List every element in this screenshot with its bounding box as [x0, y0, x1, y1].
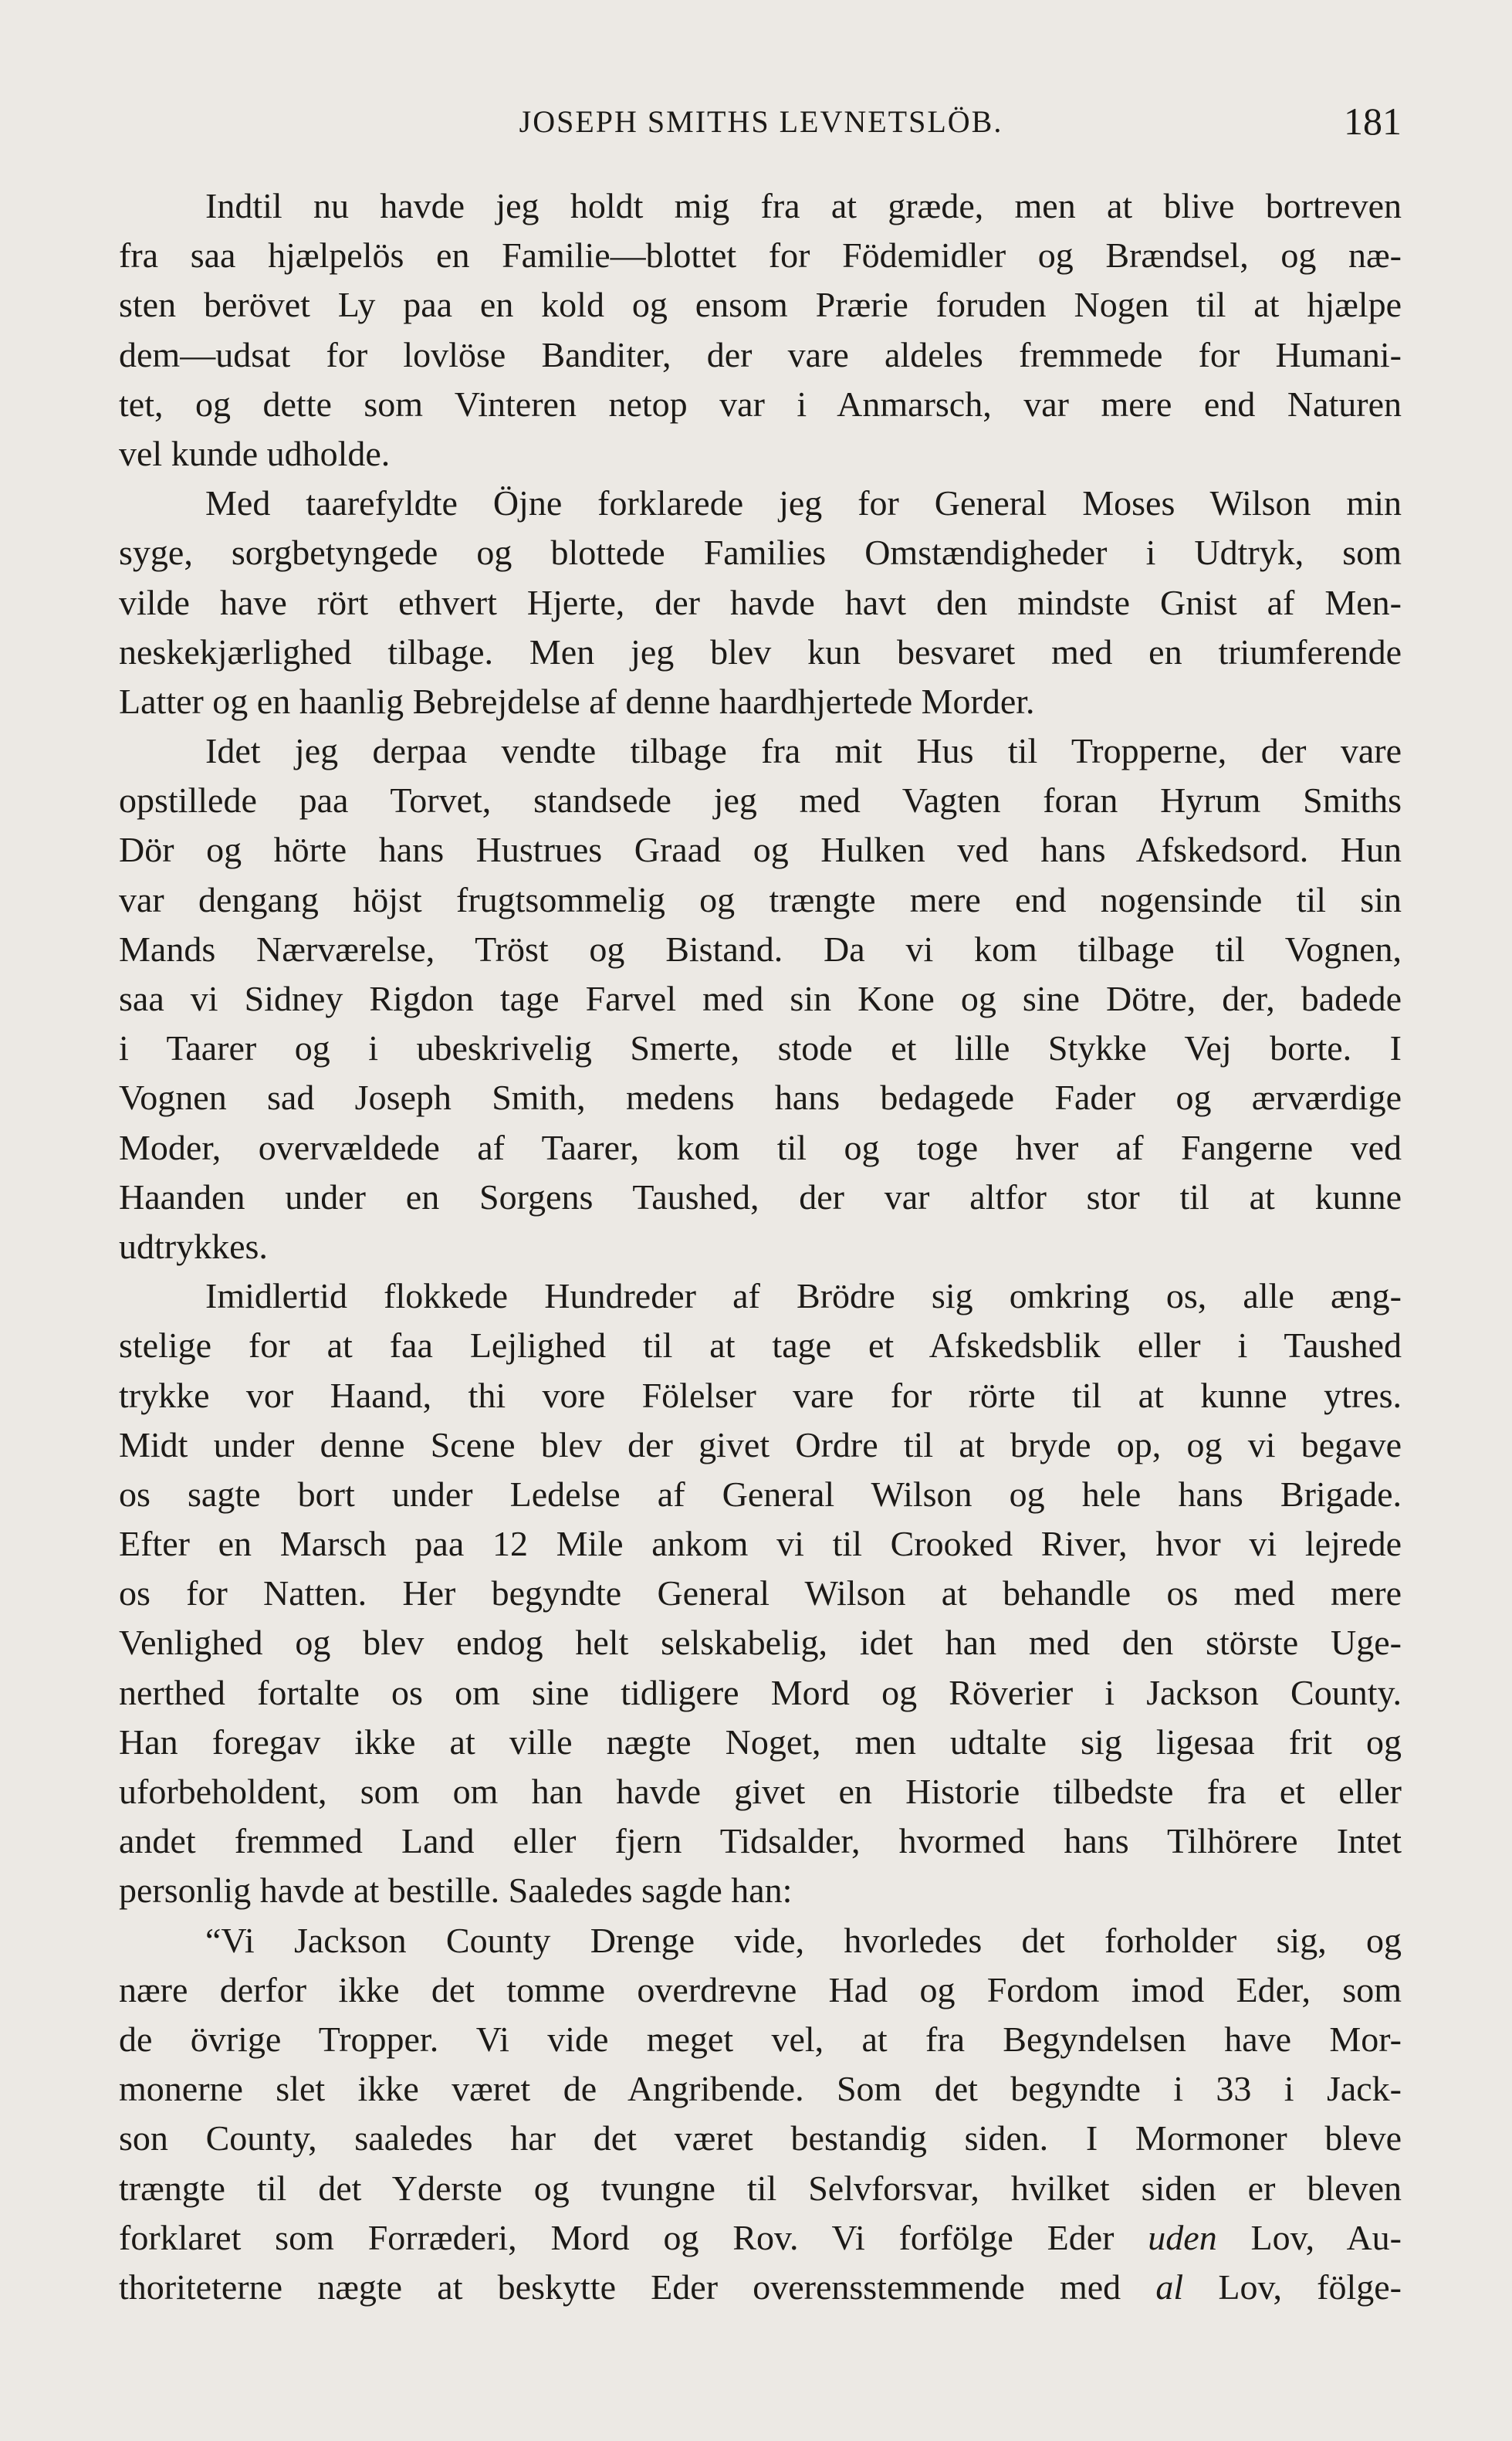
text-line	[119, 330, 1402, 380]
text-line	[119, 726, 1402, 776]
text-line	[119, 1519, 1402, 1569]
line-text: de övrige Tropper. Vi vide meget vel, at fra Begyndelsen have Mor-	[119, 2019, 1402, 2059]
text-line	[119, 231, 1402, 280]
text-line	[119, 1123, 1402, 1173]
italic-word: uden	[1148, 2217, 1217, 2257]
line-text: neskekjærlighed tilbage. Men jeg blev kun besvaret med en triumferende	[119, 631, 1402, 672]
text-line	[119, 479, 1402, 528]
line-text: Idet jeg derpaa vendte tilbage fra mit Hus til Tropperne, der vare	[205, 731, 1402, 771]
line-text: os sagte bort under Ledelse af General Wilson og hele hans Brigade.	[119, 1474, 1402, 1514]
text-line	[119, 1916, 1402, 1965]
text-line	[119, 1271, 1402, 1321]
text-line	[119, 1569, 1402, 1618]
line-text: tet, og dette som Vinteren netop var i Anmarsch, var mere end Naturen	[119, 384, 1402, 424]
line-text: saa vi Sidney Rigdon tage Farvel med sin Kone og sine Dötre, der, badede	[119, 979, 1402, 1018]
line-text: nære derfor ikke det tomme overdrevne Had og Fordom imod Eder, som	[119, 1969, 1402, 2009]
text-line	[119, 1866, 1402, 1915]
text-line	[119, 2164, 1402, 2213]
line-text: uforbeholdent, som om han havde givet en Historie tilbedste fra et eller	[119, 1772, 1402, 1811]
line-text: trængte til det Yderste og tvungne til Selvforsvar, hvilket siden er bleven	[119, 2168, 1402, 2208]
line-text: trykke vor Haand, thi vore Fölelser vare for rörte til at kunne ytres.	[119, 1375, 1402, 1415]
running-title: JOSEPH SMITHS LEVNETSLÖB.	[519, 104, 1003, 139]
italic-word: al	[1155, 2267, 1184, 2307]
line-text: thoriteterne nægte at beskytte Eder overensstemmende med	[119, 2267, 1156, 2307]
text-line	[119, 2263, 1402, 2312]
line-text: monerne slet ikke været de Angribende. Som det begyndte i 33 i Jack-	[119, 2069, 1402, 2109]
text-line	[119, 1668, 1402, 1718]
line-text: fra saa hjælpelös en Familie—blottet for Födemidler og Brændsel, og næ-	[119, 235, 1402, 276]
line-text: Efter en Marsch paa 12 Mile ankom vi til Crooked River, hvor vi lejrede	[119, 1524, 1402, 1564]
text-line	[119, 925, 1402, 974]
text-line	[119, 1470, 1402, 1519]
text-line	[119, 280, 1402, 330]
running-head	[120, 99, 1402, 153]
text-line	[119, 1222, 1402, 1271]
line-text: Med taarefyldte Öjne forklarede jeg for General Moses Wilson min	[205, 483, 1402, 523]
text-line	[119, 974, 1402, 1024]
line-text: dem—udsat for lovlöse Banditer, der vare aldeles fremmede for Humani-	[119, 334, 1402, 374]
text-line	[119, 1321, 1402, 1370]
text-line	[119, 1816, 1402, 1866]
text-line	[119, 578, 1402, 628]
line-text: os for Natten. Her begyndte General Wilson at behandle os med mere	[119, 1573, 1402, 1613]
line-text: forklaret som Forræderi, Mord og Rov. Vi forfölge Eder	[119, 2217, 1148, 2257]
text-line	[119, 429, 1402, 479]
text-line	[119, 1073, 1402, 1122]
line-text: stelige for at faa Lejlighed til at tage et Afskedsblik eller i Taushed	[119, 1325, 1402, 1366]
line-text: andet fremmed Land eller fjern Tidsalder, hvormed hans Tilhörere Intet	[119, 1821, 1402, 1861]
line-text: i Taarer og i ubeskrivelig Smerte, stode et lille Stykke Vej borte. I	[119, 1028, 1402, 1068]
line-text: Venlighed og blev endog helt selskabelig, idet han med den störste Uge-	[119, 1623, 1402, 1663]
text-line	[119, 1618, 1402, 1667]
line-text: Mands Nærværelse, Tröst og Bistand. Da vi kom tilbage til Vognen,	[119, 929, 1402, 969]
text-line	[119, 1173, 1402, 1222]
text-line	[119, 1965, 1402, 2015]
line-text: Dör og hörte hans Hustrues Graad og Hulken ved hans Afskedsord. Hun	[119, 830, 1402, 870]
text-line	[119, 776, 1402, 825]
line-text: nerthed fortalte os om sine tidligere Mord og Röverier i Jackson County.	[119, 1672, 1402, 1712]
line-text: personlig havde at bestille. Saaledes sagde han:	[119, 1871, 793, 1911]
line-text: var dengang höjst frugtsommelig og trængte mere end nogensinde til sin	[119, 879, 1402, 919]
text-line	[119, 1371, 1402, 1420]
line-text: vilde have rört ethvert Hjerte, der havde havt den mindste Gnist af Men-	[119, 582, 1402, 622]
text-line	[119, 181, 1402, 231]
line-text: Moder, overvældede af Taarer, kom til og toge hver af Fangerne ved	[119, 1127, 1402, 1167]
line-text: Haanden under en Sorgens Taushed, der var altfor stor til at kunne	[119, 1176, 1402, 1217]
page-number: 181	[1344, 100, 1402, 143]
text-line	[119, 2064, 1402, 2114]
line-text: “Vi Jackson County Drenge vide, hvorledes det forholder sig, og	[205, 1920, 1402, 1960]
line-text: Midt under denne Scene blev der givet Ordre til at bryde op, og vi begave	[119, 1424, 1402, 1464]
line-text-tail: Lov, fölge-	[1183, 2267, 1402, 2307]
text-line	[119, 1767, 1402, 1816]
line-text: Imidlertid flokkede Hundreder af Brödre sig omkring os, alle æng-	[205, 1276, 1402, 1316]
text-line	[119, 2114, 1402, 2163]
line-text: opstillede paa Torvet, standsede jeg med Vagten foran Hyrum Smiths	[119, 780, 1402, 821]
text-line	[119, 875, 1402, 925]
text-line	[119, 1420, 1402, 1470]
line-text: syge, sorgbetyngede og blottede Families Omstændigheder i Udtryk, som	[119, 533, 1402, 573]
text-line	[119, 2015, 1402, 2064]
line-text-tail: Lov, Au-	[1216, 2217, 1402, 2257]
text-line	[119, 677, 1402, 726]
line-text: Latter og en haanlig Bebrejdelse af denne haardhjertede Morder.	[119, 681, 1035, 721]
line-text: udtrykkes.	[119, 1226, 268, 1266]
line-text: vel kunde udholde.	[119, 433, 391, 473]
text-line	[119, 825, 1402, 875]
text-line	[119, 2213, 1402, 2263]
line-text: Indtil nu havde jeg holdt mig fra at græde, men at blive bortreven	[205, 186, 1402, 225]
text-line	[119, 528, 1402, 577]
text-line	[119, 380, 1402, 429]
line-text: sten berövet Ly paa en kold og ensom Prærie foruden Nogen til at hjælpe	[119, 285, 1402, 325]
line-text: son County, saaledes har det været bestandig siden. I Mormoner bleve	[119, 2118, 1402, 2158]
line-text: Han foregav ikke at ville nægte Noget, men udtalte sig ligesaa frit og	[119, 1722, 1402, 1762]
text-line	[119, 628, 1402, 677]
line-text: Vognen sad Joseph Smith, medens hans bedagede Fader og ærværdige	[119, 1078, 1402, 1118]
body-text	[119, 181, 1402, 2312]
text-line	[119, 1718, 1402, 1767]
text-line	[119, 1024, 1402, 1073]
